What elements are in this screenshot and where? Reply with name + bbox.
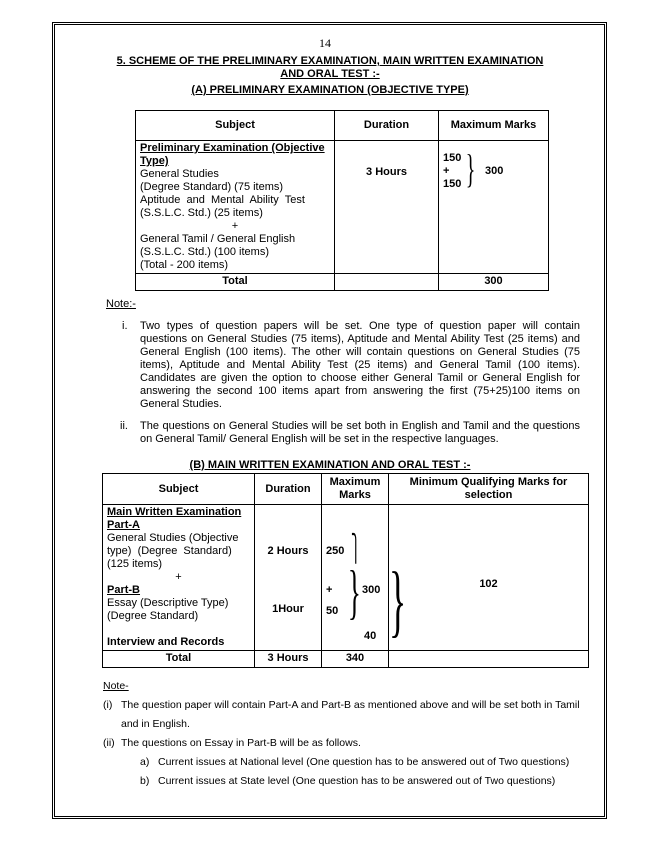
table-b-min-qualifying: 102 — [479, 578, 498, 590]
table-b-header-duration: Duration — [255, 474, 322, 505]
table-a-marks-part1: 150 — [443, 152, 462, 164]
note-a-item2-text: The questions on General Studies will be set both in English and Tamil and the questions on General Tamil/ General English will be set in the respective languages. — [140, 420, 580, 445]
note-b-subitem-b-text: Current issues at State level (One question has to be answered out of Two questions) — [158, 775, 556, 787]
table-b-part-a-line: type) (Degree Standard) — [107, 545, 232, 557]
table-b-part-a-label: Part-A — [107, 519, 141, 531]
note-b-subitem-a-text: Current issues at National level (One question has to be answered out of Two questions) — [158, 756, 570, 768]
table-a-subject-line: (Total - 200 items) — [140, 259, 229, 271]
table-a-subject-line: Aptitude and Mental Ability Test — [140, 194, 305, 206]
table-b-part-a-line: (125 items) — [107, 558, 163, 570]
brace-icon: } — [347, 559, 361, 625]
note-a-item1-text: Two types of question papers will be set. One type of question paper will contain questions on General Studies (75 items), Aptitude and Mental Ability Test (25 items) and General English (100 items). The other will contain questions on General Studies (75 items), Aptitude and Mental Ability Test (25 items) and General Tamil (100 items). Candidates are given the option to choose either General Tamil or General English for answering the second 100 items apart from answering the first (75+25)100 items on General Studies. — [140, 320, 580, 410]
table-b-header-min-marks: Minimum Qualifying Marks for selection — [389, 474, 589, 505]
table-b-marks-b: 50 — [326, 605, 339, 617]
table-b-part-b-line: (Degree Standard) — [107, 610, 199, 622]
note-b-subitem-a-num: a) — [140, 756, 150, 768]
table-a-total-label: Total — [136, 274, 335, 291]
table-a-subject-heading: Preliminary Examination (Objective Type) — [140, 142, 325, 167]
table-a-subject-cell — [136, 141, 335, 274]
table-b-total-label: Total — [103, 651, 255, 668]
table-a-header-subject: Subject — [136, 111, 335, 141]
table-b-marks-cell — [322, 505, 389, 651]
table-b-marks-a: 250 — [326, 545, 345, 557]
table-a-marks-plus: + — [443, 165, 450, 177]
table-a-subject-line: General Tamil / General English — [140, 233, 296, 245]
table-a-header-marks: Maximum Marks — [439, 111, 549, 141]
brace-icon: } — [465, 146, 476, 191]
table-a-duration: 3 Hours — [366, 166, 407, 178]
table-b-part-b-duration: 1Hour — [272, 603, 304, 615]
note-b-item2-num: (ii) — [103, 737, 115, 749]
note-b-item1-num: (i) — [103, 699, 113, 711]
table-b-part-b-line: Essay (Descriptive Type) — [107, 597, 229, 609]
table-b-part-b-label: Part-B — [107, 584, 141, 596]
note-b-item1-line2: and in English. — [121, 718, 190, 730]
table-a-marks-part2: 150 — [443, 178, 462, 190]
table-a-subject-line: (Degree Standard) (75 items) — [140, 181, 284, 193]
table-a-subject-line: (S.S.L.C. Std.) (25 items) — [140, 207, 263, 219]
note-b-item2-text: The questions on Essay in Part-B will be as follows. — [121, 737, 361, 749]
table-a-subject-plus: + — [231, 220, 239, 232]
note-b-item1-line1: The question paper will contain Part-A and Part-B as mentioned above and will be set both in Tamil — [121, 699, 580, 711]
table-a-marks-total-inline: 300 — [485, 165, 504, 177]
table-a-subject-line: (S.S.L.C. Std.) (100 items) — [140, 246, 269, 258]
table-a-subject-line: General Studies — [140, 168, 219, 180]
note-a-label: Note:- — [106, 298, 136, 310]
table-b-part-a-line: General Studies (Objective — [107, 532, 239, 544]
table-b-total-marks: 340 — [322, 651, 389, 668]
table-b-subject-cell — [103, 505, 255, 651]
brace-large-icon: } — [389, 557, 407, 645]
table-b-interview-label: Interview and Records — [107, 636, 225, 648]
note-b-subitem-b-num: b) — [140, 775, 150, 787]
table-b-part-a-duration: 2 Hours — [267, 545, 309, 557]
table-a-marks-cell — [439, 141, 549, 274]
table-b-title: (B) MAIN WRITTEN EXAMINATION AND ORAL TEST :- — [189, 459, 471, 471]
page-number: 14 — [319, 36, 331, 50]
section-title-line1: 5. SCHEME OF THE PRELIMINARY EXAMINATION, MAIN WRITTEN EXAMINATION — [116, 55, 544, 67]
preliminary-exam-table — [135, 110, 549, 291]
table-b-main-heading: Main Written Examination — [107, 506, 242, 518]
table-a-duration-cell — [335, 141, 439, 274]
note-a-item1-num: i. — [122, 320, 128, 332]
table-b-marks-plus: + — [326, 584, 333, 596]
table-b-total-min — [389, 651, 589, 668]
table-b-header-subject: Subject — [103, 474, 255, 505]
table-b-marks-written-total: 300 — [362, 584, 381, 596]
table-a-title: (A) PRELIMINARY EXAMINATION (OBJECTIVE TYPE) — [191, 84, 469, 96]
table-b-header-marks: Maximum Marks — [322, 474, 389, 505]
table-b-duration-cell — [255, 505, 322, 651]
table-b-total-duration: 3 Hours — [255, 651, 322, 668]
note-a-item2-num: ii. — [120, 420, 128, 432]
table-b-marks-interview: 40 — [364, 630, 377, 642]
table-b-plus: + — [175, 571, 182, 583]
note-b-label: Note- — [103, 680, 129, 692]
table-a-header-duration: Duration — [335, 111, 439, 141]
table-b-min-marks-cell — [389, 505, 589, 651]
brace-top-icon: ⎫ — [350, 534, 361, 563]
table-a-total-duration — [335, 274, 439, 291]
section-title-line2: AND ORAL TEST :- — [280, 68, 380, 80]
main-exam-table — [102, 473, 589, 668]
table-a-total-marks: 300 — [439, 274, 549, 291]
